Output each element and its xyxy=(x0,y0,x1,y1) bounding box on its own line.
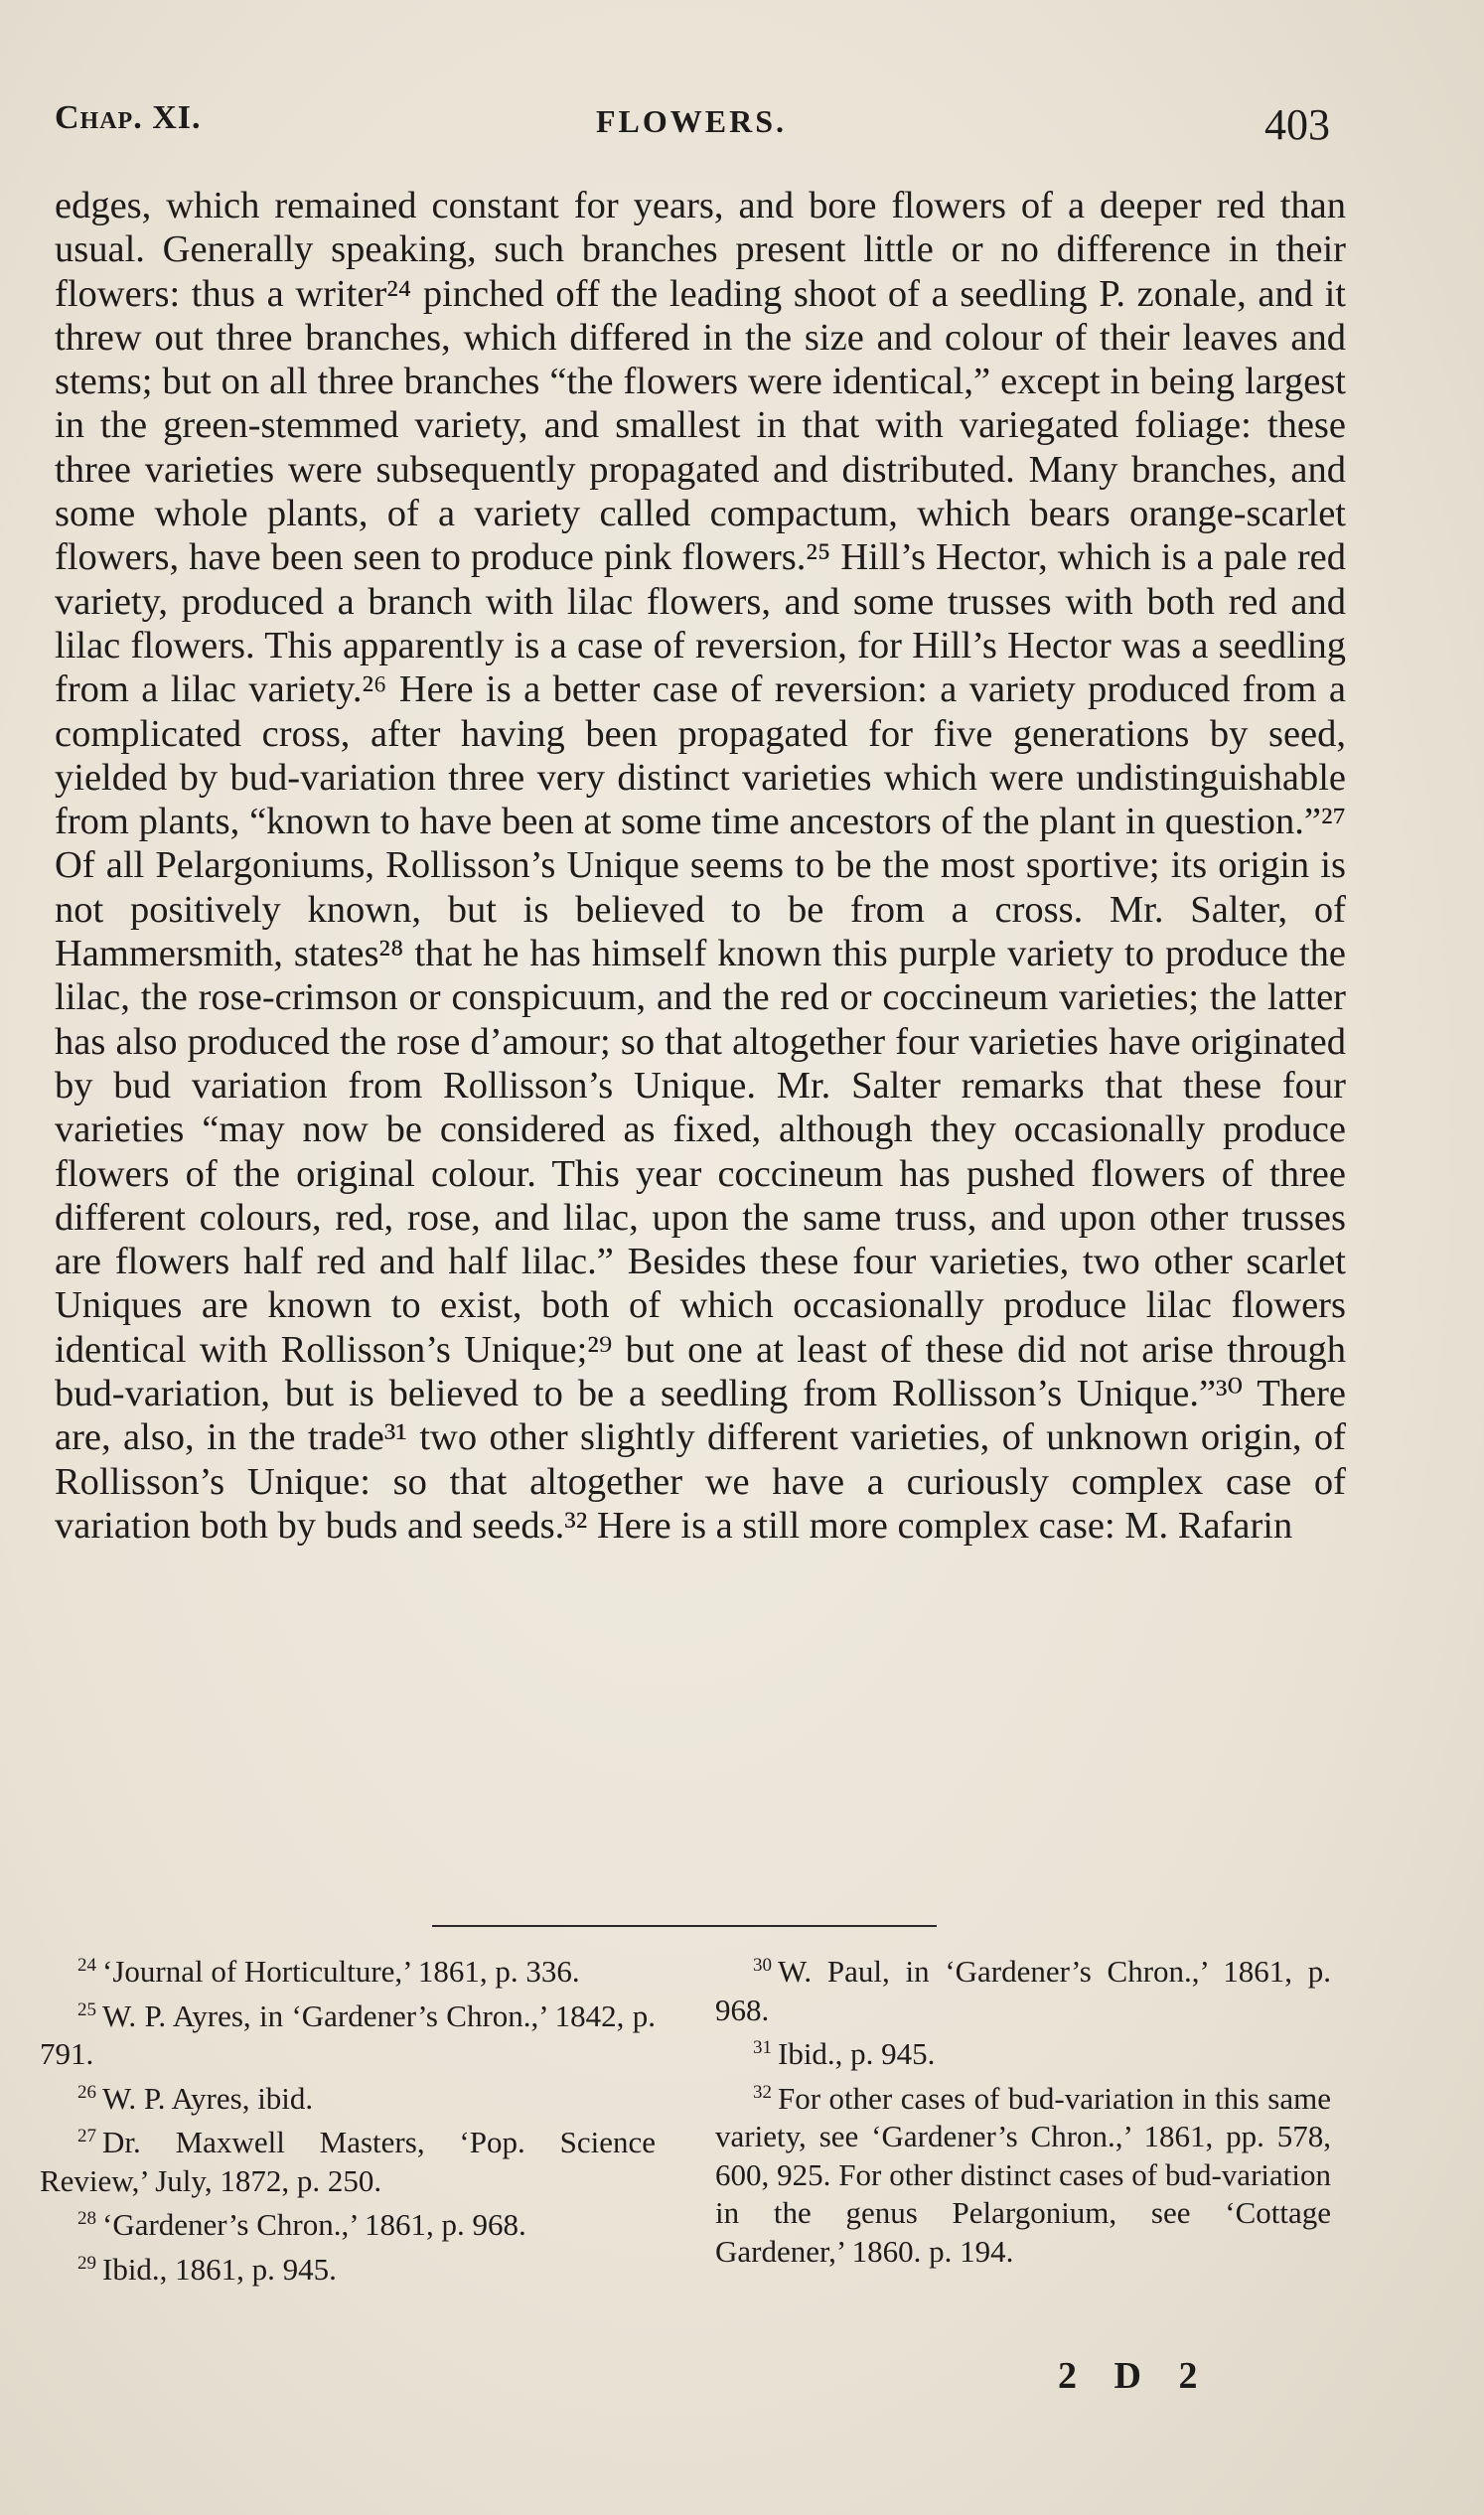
running-title: FLOWERS. xyxy=(596,103,788,139)
footnote-32 xyxy=(715,2074,1331,2272)
footnote-text: Ibid., 1861, p. 945. xyxy=(102,2251,337,2287)
footnote-mark: 27 xyxy=(77,2126,96,2146)
footnote-mark: 25 xyxy=(77,1998,96,2020)
footnote-text: W. P. Ayres, in ‘Gardener’s Chron.,’ 1842, p. 791. xyxy=(40,1997,656,2071)
footnote-mark: 29 xyxy=(77,2252,96,2274)
footnote-29 xyxy=(40,2245,656,2290)
footnote-text: ‘Gardener’s Chron.,’ 1861, p. 968. xyxy=(102,2207,526,2242)
footnote-text: ‘Journal of Horticulture,’ 1861, p. 336. xyxy=(102,1954,580,1989)
footnote-26 xyxy=(40,2074,656,2119)
footnote-text: W. P. Ayres, ibid. xyxy=(102,2080,314,2116)
footnotes-left-column xyxy=(40,1947,656,2289)
footnote-rule xyxy=(432,1925,937,1927)
footnote-text: Dr. Maxwell Masters, ‘Pop. Science Review,’ July, 1872, p. 250. xyxy=(40,2125,656,2198)
footnote-27 xyxy=(40,2118,656,2200)
main-text xyxy=(55,184,1346,1548)
running-head xyxy=(55,95,1346,155)
body-paragraph: edges, which remained constant for years, and bore flowers of a deeper red than usual. Generally speaking, such branches present little or no difference in their flowers: thus a writer²⁴ pinched off the leading shoot of a seedling P. zonale, and it threw out three branches, which differed in the size and colour of their leaves and stems; but on all three branches “the flowers were identical,” except in being largest in the green-stemmed variety, and smallest in that with variegated foliage: these three varieties were subsequently propagated and distributed. Many branches, and some whole plants, of a variety called compactum, which bears orange-scarlet flowers, have been seen to produce pink flowers.²⁵ Hill’s Hector, which is a pale red variety, produced a branch with lilac flowers, and some trusses with both red and lilac flowers. This apparently is a case of reversion, for Hill’s Hector was a seedling from a lilac variety.²⁶ Here is a better case of reversion: a variety produced from a complicated cross, after having been propagated for five generations by seed, yielded by bud-variation three very distinct varieties which were undistinguishable from plants, “known to have been at some time ancestors of the plant in question.”²⁷ Of all Pelargoniums, Rollisson’s Unique seems to be the most sportive; its origin is not positively known, but is believed to be from a cross. Mr. Salter, of Hammersmith, states²⁸ that he has himself known this purple variety to produce the lilac, the rose-crimson or conspicuum, and the red or coccineum varieties; the latter has also produced the rose d’amour; so that altogether four varieties have originated by bud variation from Rollisson’s Unique. Mr. Salter remarks that these four varieties “may now be considered as fixed, although they occasionally produce flowers of the original colour. This year coccineum has pushed flowers of three different colours, red, rose, and lilac, upon the same truss, and upon other trusses are flowers half red and half lilac.” Besides these four varieties, two other scarlet Uniques are known to exist, both of which occasionally produce lilac flowers identical with Rollisson’s Unique;²⁹ but one at least of these did not arise through bud-variation, but is believed to be a seedling from Rollisson’s Unique.”³⁰ There are, also, in the trade³¹ two other slightly different varieties, of unknown origin, of Rollisson’s Unique: so that altogether we have a curiously complex case of variation both by buds and seeds.³² Here is a still more complex case: M. Rafarin xyxy=(55,185,1346,1547)
footnotes-right-column xyxy=(715,1947,1331,2271)
footnote-text: W. Paul, in ‘Gardener’s Chron.,’ 1861, p. 968. xyxy=(715,1954,1331,2027)
footnote-mark: 32 xyxy=(753,2081,772,2103)
footnote-text: Ibid., p. 945. xyxy=(778,2036,936,2071)
footnote-mark: 24 xyxy=(77,1955,96,1976)
footnote-mark: 31 xyxy=(753,2037,772,2058)
footnote-mark: 28 xyxy=(77,2208,96,2229)
page-number: 403 xyxy=(1264,100,1330,149)
footnote-31 xyxy=(715,2029,1331,2074)
signature-mark: 2 D 2 xyxy=(1058,2355,1212,2397)
footnote-text: For other cases of bud-variation in this same variety, see ‘Gardener’s Chron.,’ 1861, pp. 578, 600, 925. For other distinct cases of bud-variation in the genus Pelargonium, see ‘Cottage Gardener,’ 1860. p. 194. xyxy=(715,2080,1331,2269)
footnote-25 xyxy=(40,1992,656,2074)
footnote-30 xyxy=(715,1947,1331,2029)
footnote-24 xyxy=(40,1947,656,1992)
footnote-mark: 26 xyxy=(77,2081,96,2103)
footnote-28 xyxy=(40,2200,656,2245)
footnote-mark: 30 xyxy=(753,1955,772,1976)
chapter-label: Chap. XI. xyxy=(55,99,202,136)
